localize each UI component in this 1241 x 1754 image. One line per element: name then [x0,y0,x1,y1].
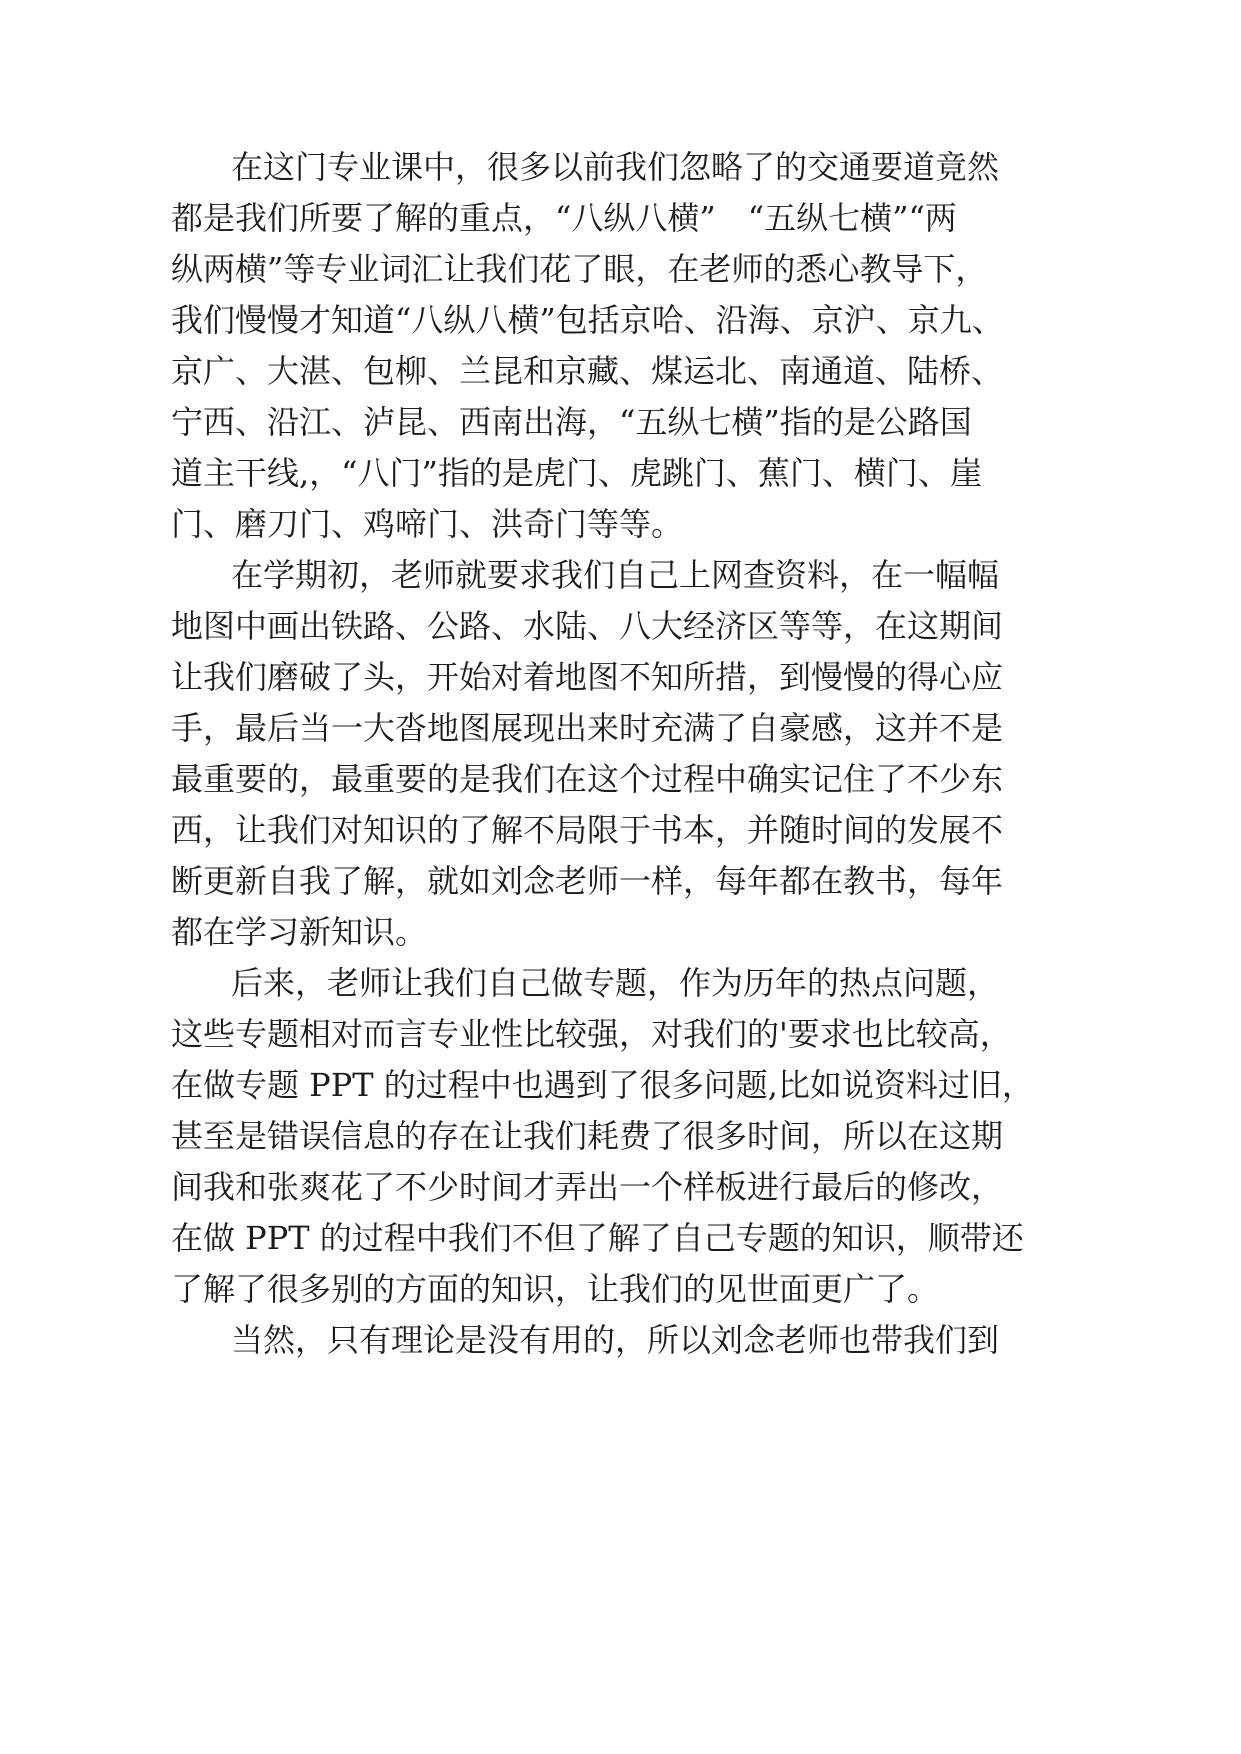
paragraph-1-line-6: 宁西、沿江、泸昆、西南出海，“五纵七横”指的是公路国 [171,403,972,441]
paragraph-2-line-7: 断更新自我了解，就如刘念老师一样，每年都在教书，每年 [171,862,1004,900]
paragraph-3-line-5: 间我和张爽花了不少时间才弄出一个样板进行最后的修改， [171,1168,1004,1206]
paragraph-3-line-1: 后来，老师让我们自己做专题，作为历年的热点问题， [231,964,1000,1002]
paragraph-1-line-2: 都是我们所要了解的重点，“八纵八横” “五纵七横”“两 [171,199,957,237]
paragraph-1-line-3: 纵两横”等专业词汇让我们花了眼，在老师的悉心教导下， [171,250,988,288]
paragraph-2-line-6: 西，让我们对知识的了解不局限于书本，并随时间的发展不 [171,811,1004,849]
paragraph-2-line-2: 地图中画出铁路、公路、水陆、八大经济区等等，在这期间 [171,607,1004,645]
paragraph-1-line-7: 道主干线,，“八门”指的是虎门、虎跳门、蕉门、横门、崖 [171,454,982,492]
paragraph-1-line-8: 门、磨刀门、鸡啼门、洪奇门等等。 [171,505,684,543]
paragraph-3-line-3: 在做专题 PPT 的过程中也遇到了很多问题,比如说资料过旧， [171,1066,1034,1104]
paragraph-1-line-1: 在这门专业课中，很多以前我们忽略了的交通要道竟然 [231,148,1000,186]
paragraph-4-line-1: 当然，只有理论是没有用的，所以刘念老师也带我们到 [231,1321,1000,1359]
paragraph-2-line-4: 手，最后当一大沓地图展现出来时充满了自豪感，这并不是 [171,709,1004,747]
paragraph-2-line-1: 在学期初，老师就要求我们自己上网查资料，在一幅幅 [231,556,1000,594]
paragraph-3-line-4: 甚至是错误信息的存在让我们耗费了很多时间，所以在这期 [171,1117,1004,1155]
paragraph-2-line-8: 都在学习新知识。 [171,913,428,951]
paragraph-3-line-7: 了解了很多别的方面的知识，让我们的见世面更广了。 [171,1270,940,1308]
paragraph-1-line-4: 我们慢慢才知道“八纵八横”包括京哈、沿海、京沪、京九、 [171,301,1004,339]
paragraph-1-line-5: 京广、大湛、包柳、兰昆和京藏、煤运北、南通道、陆桥、 [171,352,1004,390]
paragraph-3-line-6: 在做 PPT 的过程中我们不但了解了自己专题的知识，顺带还 [171,1219,1024,1257]
paragraph-2-line-3: 让我们磨破了头，开始对着地图不知所措，到慢慢的得心应 [171,658,1004,696]
paragraph-2-line-5: 最重要的，最重要的是我们在这个过程中确实记住了不少东 [171,760,1004,798]
paragraph-3-line-2: 这些专题相对而言专业性比较强，对我们的'要求也比较高， [171,1015,1012,1053]
